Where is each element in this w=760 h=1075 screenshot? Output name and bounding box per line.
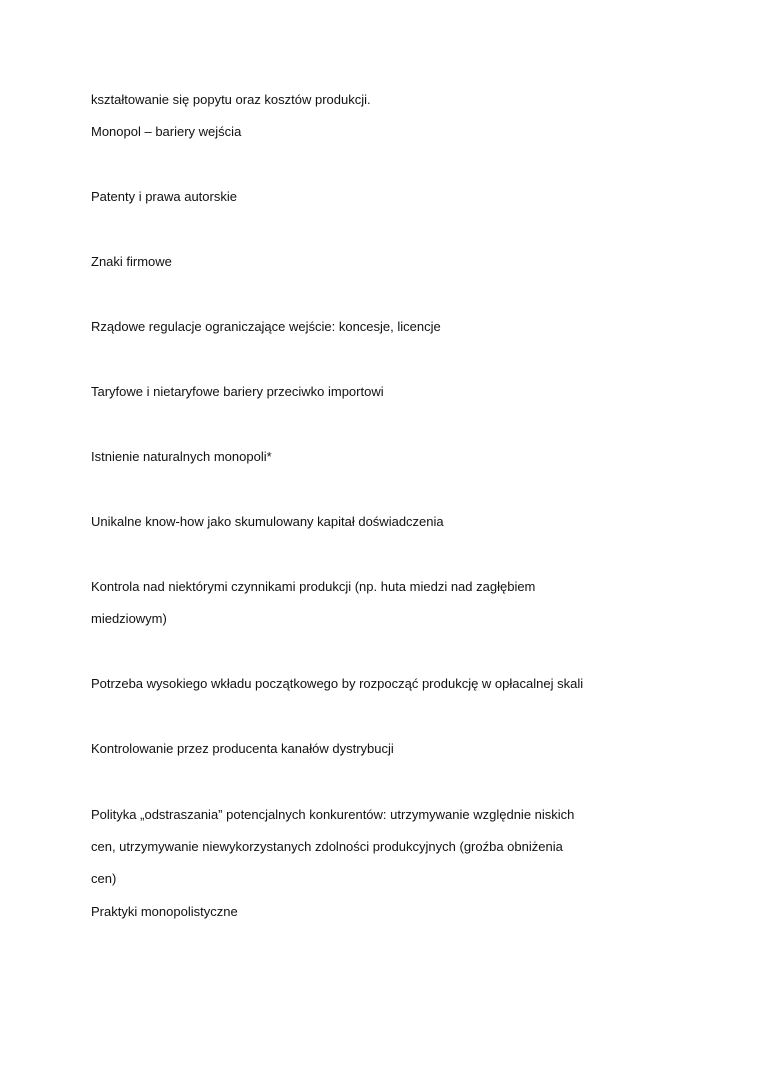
section-heading-praktyki: Praktyki monopolistyczne <box>91 904 238 919</box>
text-line: Unikalne know-how jako skumulowany kapitał doświadczenia <box>91 514 444 529</box>
section-heading-monopol: Monopol – bariery wejścia <box>91 124 242 139</box>
text-line: Taryfowe i nietaryfowe bariery przeciwko importowi <box>91 384 384 399</box>
text-line: cen, utrzymywanie niewykorzystanych zdolności produkcyjnych (groźba obniżenia <box>91 839 563 854</box>
text-line: cen) <box>91 871 117 886</box>
text-line: kształtowanie się popytu oraz kosztów produkcji. <box>91 92 371 107</box>
text-line: Rządowe regulacje ograniczające wejście: koncesje, licencje <box>91 319 441 334</box>
text-line: Polityka „odstraszania” potencjalnych konkurentów: utrzymywanie względnie niskich <box>91 807 575 822</box>
text-line: Znaki firmowe <box>91 254 172 269</box>
text-line: Kontrolowanie przez producenta kanałów dystrybucji <box>91 741 394 756</box>
text-line: Potrzeba wysokiego wkładu początkowego by rozpocząć produkcję w opłacalnej skali <box>91 676 584 691</box>
text-line: Istnienie naturalnych monopoli* <box>91 449 272 464</box>
text-line: miedziowym) <box>91 611 167 626</box>
text-line: Kontrola nad niektórymi czynnikami produkcji (np. huta miedzi nad zagłębiem <box>91 579 536 594</box>
text-line: Patenty i prawa autorskie <box>91 189 237 204</box>
